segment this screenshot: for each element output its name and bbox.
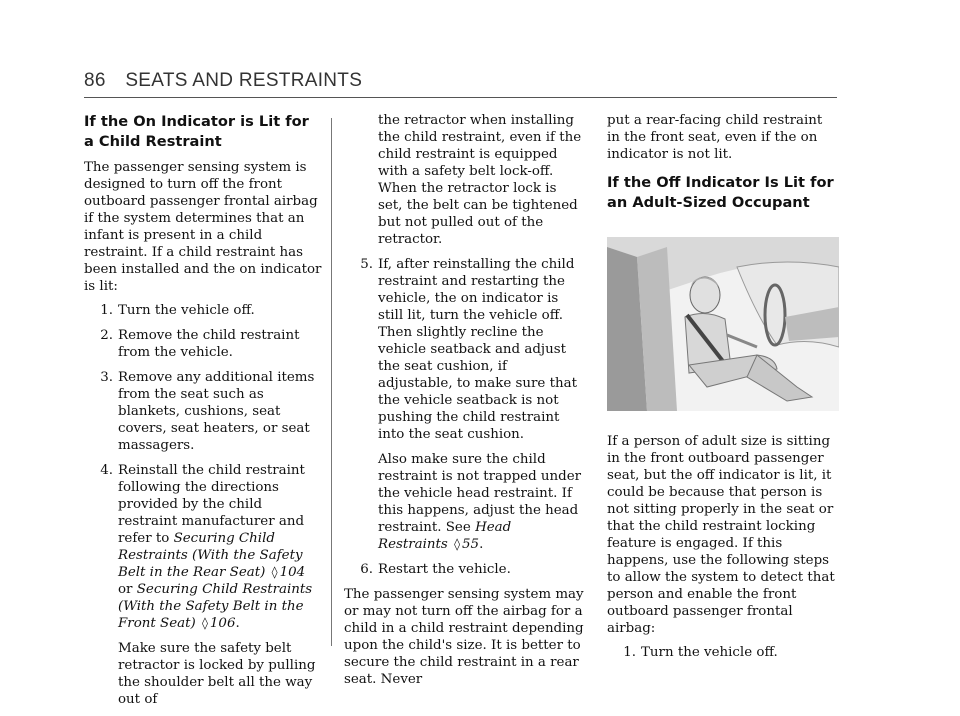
step-text: Turn the vehicle off. — [641, 645, 778, 660]
step-text: Remove the child restraint from the vehicle. — [118, 328, 300, 360]
step-number: 1. — [623, 645, 636, 660]
or-text: or — [118, 582, 133, 597]
cross-reference-link[interactable]: Head Restraints — [378, 520, 512, 552]
step-number: 6. — [360, 562, 373, 577]
step-number: 4. — [100, 463, 113, 478]
continued-text: the retractor when installing the child restraint, even if the child restraint is equipped with a safety belt lock-off. When the retractor lock is set, the belt can be tightened but not pulled out of the retractor. — [378, 113, 582, 247]
step-number: 5. — [360, 257, 373, 272]
intro-paragraph: The passenger sensing system is designed to turn off the front outboard passenger frontal airbag if the system determines that an infant is present in a child restraint. If a child restraint has been installed and the on indicator is lit: — [84, 160, 322, 294]
punctuation: . — [235, 616, 240, 631]
step-text: Turn the vehicle off. — [118, 303, 255, 318]
list-item — [84, 327, 322, 361]
heading-off-indicator: If the Off Indicator Is Lit for an Adult-Sized Occupant — [607, 174, 834, 211]
page-ref-number[interactable]: 106 — [209, 616, 236, 631]
list-item — [344, 256, 584, 553]
list-item — [607, 644, 839, 661]
heading-on-indicator: If the On Indicator is Lit for a Child Restraint — [84, 113, 309, 150]
list-item — [84, 462, 322, 708]
page-ref-number[interactable]: 104 — [279, 565, 306, 580]
page-ref-icon: ◊ — [454, 537, 461, 551]
page-ref-icon: ◊ — [201, 616, 208, 630]
body-paragraph: If a person of adult size is sitting in the front outboard passenger seat, but the off indicator is lit, it could be because that person is not sitting properly in the seat or that the child restraint locking feature is engaged. If this happens, use the following steps to allow the system to detect that person and enable the front outboard passenger frontal airbag: — [607, 434, 835, 636]
column-2 — [344, 112, 584, 695]
section-title: SEATS AND RESTRAINTS — [125, 70, 363, 91]
step-number: 2. — [100, 328, 113, 343]
page-ref-number[interactable]: 55 — [462, 537, 480, 552]
step-4-sub: Make sure the safety belt retractor is locked by pulling the shoulder belt all the way out of — [118, 641, 316, 707]
cross-reference-link[interactable]: Securing Child Restraints (With the Safety Belt in the Rear Seat) — [118, 531, 303, 580]
seated-adult-illustration — [607, 237, 839, 411]
column-3 — [607, 112, 839, 669]
step-text: Restart the vehicle. — [378, 562, 511, 577]
page-header — [84, 70, 362, 92]
column-divider — [331, 118, 332, 646]
steps-list-2 — [344, 256, 584, 578]
step-sub-text: Also make sure the child restraint is not trapped under the vehicle head restraint. If this happens, adjust the head restraint. See — [378, 452, 582, 535]
occupant-illustration — [607, 237, 839, 411]
header-rule — [84, 97, 837, 98]
continued-text: put a rear-facing child restraint in the front seat, even if the on indicator is not lit. — [607, 113, 823, 162]
step-5-sub — [378, 451, 584, 553]
column-1 — [84, 112, 322, 716]
list-item — [84, 302, 322, 319]
step-number: 3. — [100, 370, 113, 385]
step-number: 1. — [100, 303, 113, 318]
step-text: Remove any additional items from the seat such as blankets, cushions, seat covers, seat heaters, or seat massagers. — [118, 370, 315, 453]
step-4-main — [118, 462, 322, 632]
page-number: 86 — [84, 70, 106, 91]
steps-list-1 — [84, 302, 322, 708]
steps-list-3 — [607, 644, 839, 661]
step-text: If, after reinstalling the child restraint and restarting the vehicle, the on indicator is still lit, turn the vehicle off. Then slightly recline the vehicle seatback and adjust the seat cushion, if adjustable, to make sure that the vehicle seatback is not pushing the child restraint into the seat cushion. — [378, 257, 577, 442]
cross-reference-link[interactable]: Securing Child Restraints (With the Safety Belt in the Front Seat) — [118, 582, 313, 631]
punctuation: . — [479, 537, 484, 552]
list-item — [84, 369, 322, 454]
page-ref-icon: ◊ — [271, 565, 278, 579]
step-text: Reinstall the child restraint following the directions provided by the child restraint manufacturer and refer to — [118, 463, 305, 546]
list-item — [344, 561, 584, 578]
body-paragraph: The passenger sensing system may or may not turn off the airbag for a child in a child restraint depending upon the child's size. It is better to secure the child restraint in a rear seat. Never — [344, 587, 584, 687]
